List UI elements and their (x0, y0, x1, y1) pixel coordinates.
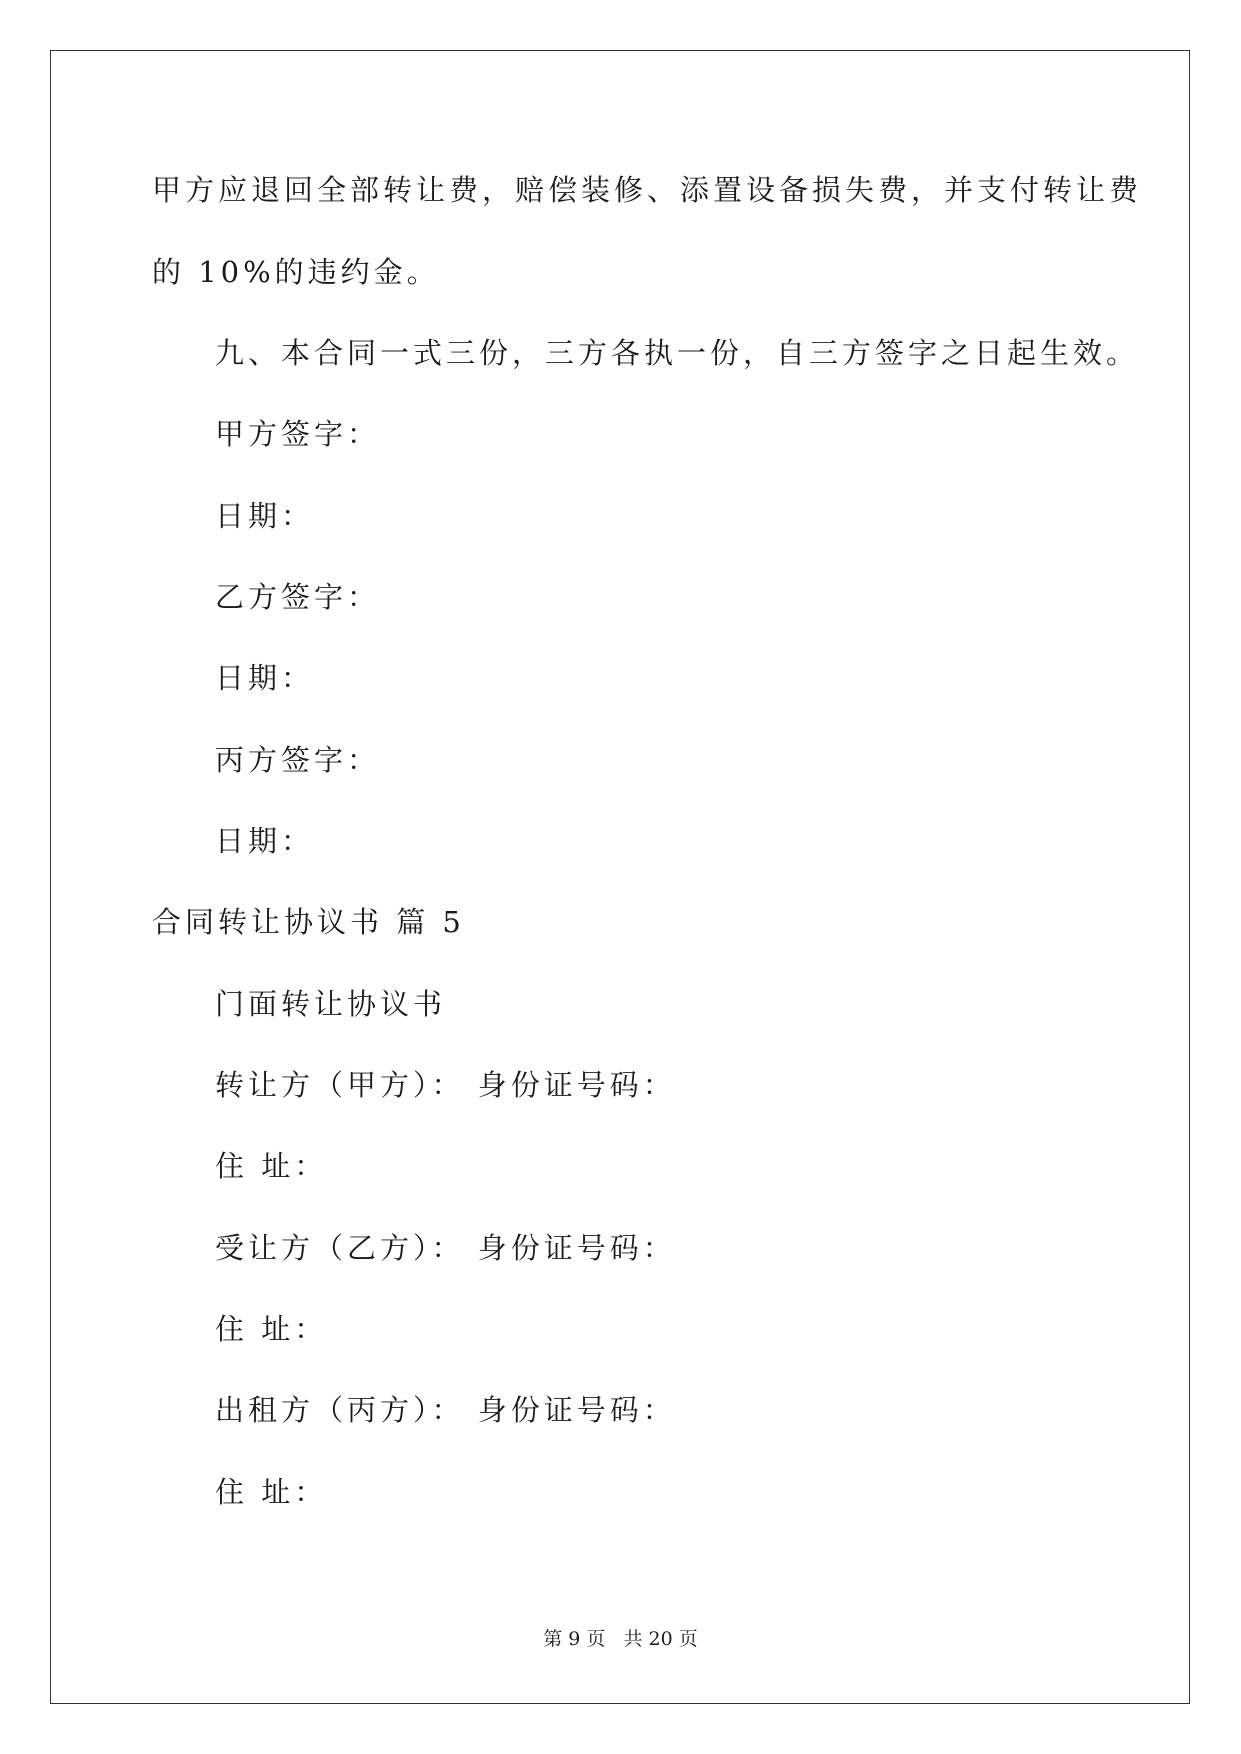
agreement-title: 门面转让协议书 (215, 987, 447, 1021)
clause-nine: 九、本合同一式三份，三方各执一份，自三方签字之日起生效。 (215, 336, 1140, 370)
party-b-date-label: 日期： (215, 661, 315, 695)
party-c-signature-label: 丙方签字： (215, 743, 381, 777)
page-number-footer: 第 9 页 共 20 页 (543, 1628, 698, 1650)
lessor-line: 出租方（丙方）： 身份证号码： (215, 1393, 676, 1427)
lessor-address-label: 住 址： (215, 1475, 328, 1509)
transferor-line: 转让方（甲方）： 身份证号码： (215, 1068, 676, 1102)
transferee-address-label: 住 址： (215, 1312, 328, 1346)
transferee-line: 受让方（乙方）： 身份证号码： (215, 1231, 676, 1265)
section-heading: 合同转让协议书 篇 5 (152, 905, 465, 939)
transferor-address-label: 住 址： (215, 1149, 328, 1183)
party-a-signature-label: 甲方签字： (215, 417, 381, 451)
body-text-line-2: 的 10%的违约金。 (152, 255, 440, 289)
page-border (50, 50, 1190, 1704)
party-b-signature-label: 乙方签字： (215, 580, 381, 614)
party-a-date-label: 日期： (215, 499, 315, 533)
party-c-date-label: 日期： (215, 824, 315, 858)
body-text-line-1: 甲方应退回全部转让费，赔偿装修、添置设备损失费，并支付转让费 (152, 173, 1143, 207)
